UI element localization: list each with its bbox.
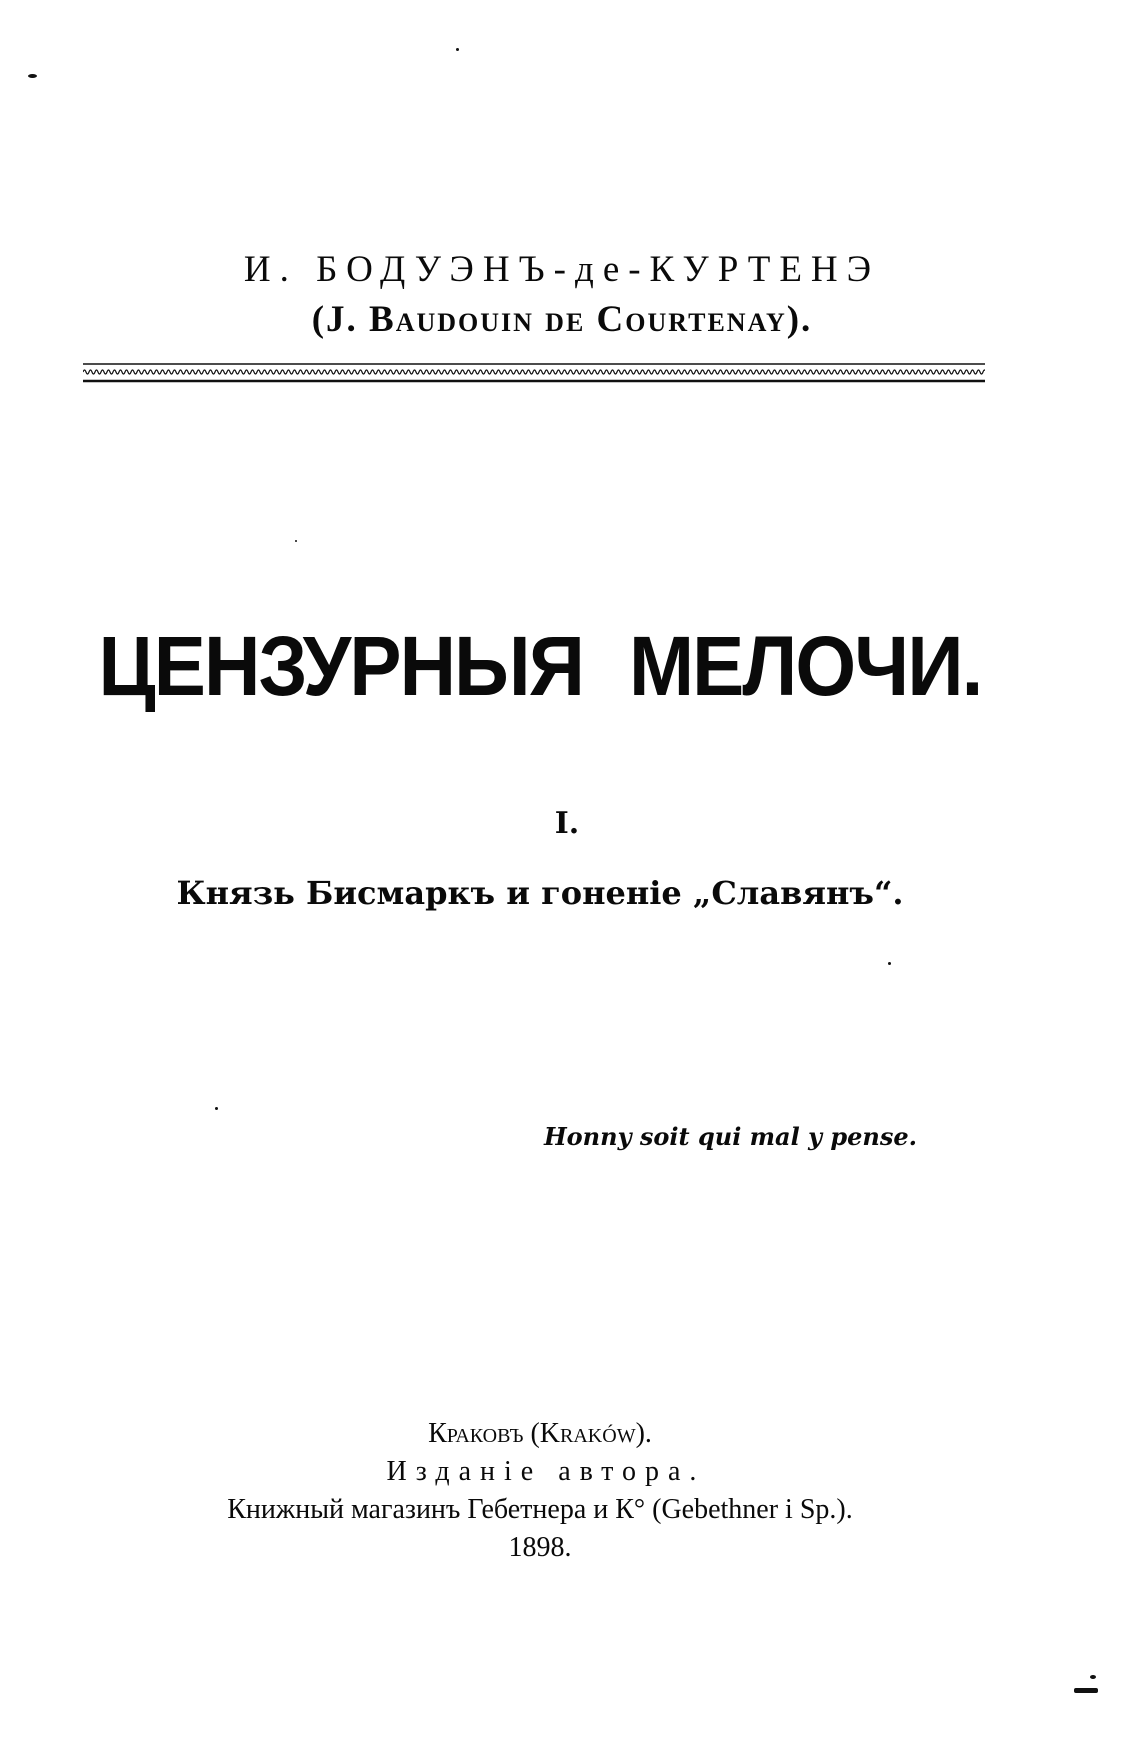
imprint-city-text: Краковъ (Kraków). xyxy=(428,1418,652,1449)
author-name-latin xyxy=(0,298,1132,341)
scan-speck xyxy=(28,74,37,78)
book-title: ЦЕНЗУРНЫЯ МЕЛОЧИ. xyxy=(98,619,982,713)
imprint-year: 1898. xyxy=(508,1532,572,1563)
scan-speck xyxy=(1074,1688,1098,1693)
scan-speck xyxy=(295,540,297,542)
scan-speck xyxy=(215,1107,218,1110)
decorative-wavy-rule xyxy=(83,362,985,384)
scan-speck xyxy=(456,48,459,51)
part-number: I. xyxy=(554,806,580,841)
author-name-russian: И. БОДУЭНЪ-де-КУРТЕНЭ xyxy=(243,249,881,290)
imprint-publisher: Книжный магазинъ Гебетнера и К° (Gebethner i Sp.). xyxy=(227,1494,853,1525)
imprint-city xyxy=(0,1418,1110,1450)
imprint-edition: Изданіе автора. xyxy=(386,1456,706,1487)
book-subtitle: Князь Бисмаркъ и гоненіе „Славянъ“. xyxy=(176,874,904,912)
epigraph: Honny soit qui mal y pense. xyxy=(544,1122,918,1151)
scan-speck xyxy=(888,962,891,965)
author-name-latin-text: (J. Baudouin de Courtenay). xyxy=(311,299,813,340)
scan-speck xyxy=(1090,1675,1096,1679)
